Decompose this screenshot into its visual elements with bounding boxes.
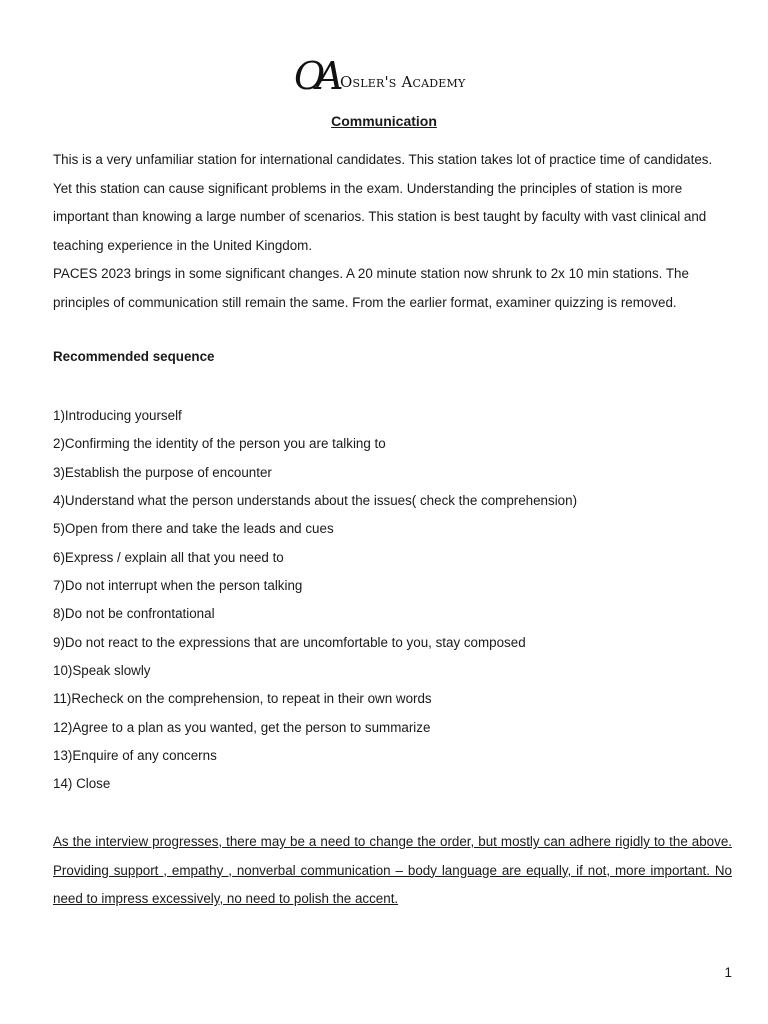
list-item: 6)Express / explain all that you need to	[53, 549, 284, 565]
list-item: 8)Do not be confrontational	[53, 606, 215, 622]
list-item: 9)Do not react to the expressions that are uncomfortable to you, stay composed	[53, 634, 526, 650]
list-item: 7)Do not interrupt when the person talking	[53, 578, 303, 594]
sequence-heading: Recommended sequence	[53, 349, 215, 364]
list-item: 12)Agree to a plan as you wanted, get the person to summarize	[53, 719, 431, 735]
page-number: 1	[724, 965, 732, 980]
list-item: 10)Speak slowly	[53, 663, 151, 679]
logo-wordmark: Osler's Academy	[340, 73, 466, 91]
intro-section	[53, 146, 733, 317]
intro-paragraph-2: PACES 2023 brings in some significant changes. A 20 minute station now shrunk to 2x 10 min stations. The principles of communication still remain the same. From the earlier format, examiner quizzing is removed.	[53, 266, 689, 310]
list-item: 11)Recheck on the comprehension, to repeat in their own words	[53, 691, 432, 707]
list-item: 3)Establish the purpose of encounter	[53, 464, 272, 480]
list-item: 13)Enquire of any concerns	[53, 748, 217, 764]
list-item: 1)Introducing yourself	[53, 408, 182, 423]
list-item: 5)Open from there and take the leads and cues	[53, 521, 334, 537]
list-item: 14) Close	[53, 776, 111, 792]
oslers-academy-logo	[294, 56, 494, 98]
sequence-list	[53, 402, 577, 799]
closing-note: As the interview progresses, there may be a need to change the order, but mostly can adhere rigidly to the above. Providing support , empathy , nonverbal communication – body language are equally, if not, more important. No need to impress excessively, no need to polish the accent.	[53, 834, 732, 906]
logo-monogram: OA	[294, 54, 335, 98]
list-item: 2)Confirming the identity of the person you are talking to	[53, 436, 386, 452]
page-title: Communication	[331, 113, 437, 129]
intro-paragraph-1: This is a very unfamiliar station for international candidates. This station takes lot of practice time of candidates. Yet this station can cause significant problems in the exam. Understanding the principles of station is more important than knowing a large number of scenarios. This station is best taught by faculty with vast clinical and teaching experience in the United Kingdom.	[53, 152, 713, 253]
list-item: 4)Understand what the person understands about the issues( check the comprehension)	[53, 493, 578, 509]
